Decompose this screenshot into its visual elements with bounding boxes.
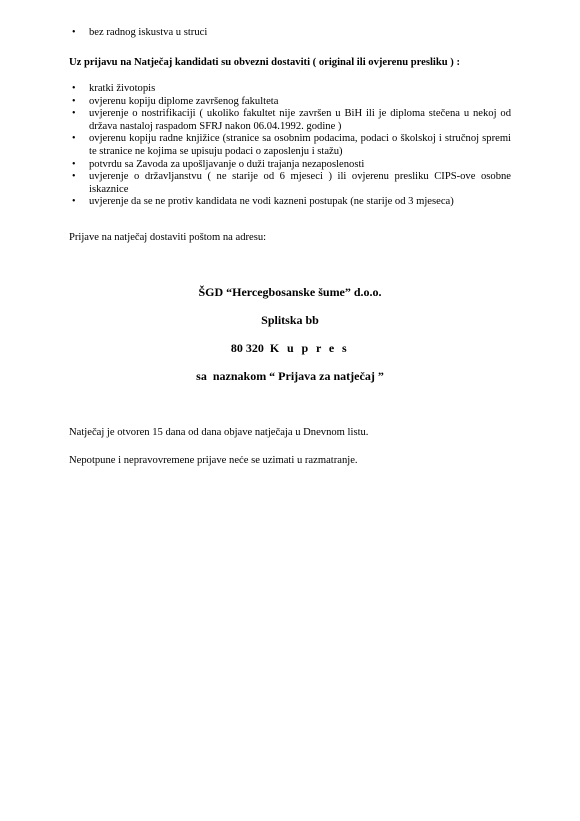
list-item <box>69 27 511 40</box>
list-item-text: ovjerenu kopiju diplome završenog fakulteta <box>89 95 279 107</box>
intro-list-block <box>69 27 511 40</box>
submission-text: Prijave na natječaj dostaviti poštom na adresu: <box>69 232 267 243</box>
list-item-text: ovjerenu kopiju radne knjižice (stranice sa osobnim podacima, podaci o školskoj i stručnoj spremi te stranice ne kojima se upisuju podaci o zaposlenju i stažu) <box>89 133 511 157</box>
list-item-text: potvrdu sa Zavoda za upošljavanje o duži trajanja nezaposlenosti <box>89 158 365 170</box>
open-period-text: Natječaj je otvoren 15 dana od dana objave natječaja u Dnevnom listu. <box>69 427 369 438</box>
address-company: ŠGD “Hercegbosanske šume” d.o.o. <box>198 285 382 299</box>
list-item <box>69 83 511 96</box>
address-postal-code: 80 320 <box>230 341 264 355</box>
address-postal-city <box>69 342 511 355</box>
list-item-text: bez radnog iskustva u struci <box>89 27 208 38</box>
list-item <box>69 96 511 109</box>
address-note: sa naznakom “ Prijava za natječaj ” <box>196 369 384 383</box>
bullet-icon: • <box>72 196 76 208</box>
documents-list <box>69 83 511 209</box>
intro-list <box>69 27 511 40</box>
bullet-icon: • <box>72 83 76 94</box>
address-city: K u p r e s <box>269 341 350 355</box>
bullet-icon: • <box>72 27 76 38</box>
address-street: Splitska bb <box>261 313 319 327</box>
bullet-icon: • <box>72 171 76 183</box>
list-item <box>69 171 511 196</box>
bullet-icon: • <box>72 95 76 107</box>
list-item-text: uvjerenje da se ne protiv kandidata ne vodi kazneni postupak (ne starije od 3 mjeseca) <box>89 196 454 208</box>
documents-heading: Uz prijavu na Natječaj kandidati su obvezni dostaviti ( original ili ovjerenu presliku ) : <box>69 57 461 68</box>
list-item <box>69 196 511 209</box>
list-item <box>69 159 511 172</box>
bullet-icon: • <box>72 158 76 170</box>
incomplete-applications-text: Nepotpune i nepravovremene prijave neće se uzimati u razmatranje. <box>69 455 358 466</box>
list-item <box>69 108 511 133</box>
documents-list-block <box>69 83 511 209</box>
list-item-text: uvjerenje o nostrifikaciji ( ukoliko fakultet nije završen u BiH ili je diploma stečena u nekoj od država nastaloj raspadom SFRJ nakon 06.04.1992. godine ) <box>89 108 511 132</box>
list-item-text: kratki životopis <box>89 83 156 94</box>
list-item <box>69 133 511 158</box>
list-item-text: uvjerenje o državljanstvu ( ne starije od 6 mjeseci ) ili ovjerenu presliku CIPS-ove osobne iskaznice <box>89 171 511 195</box>
bullet-icon: • <box>72 133 76 145</box>
bullet-icon: • <box>72 108 76 120</box>
